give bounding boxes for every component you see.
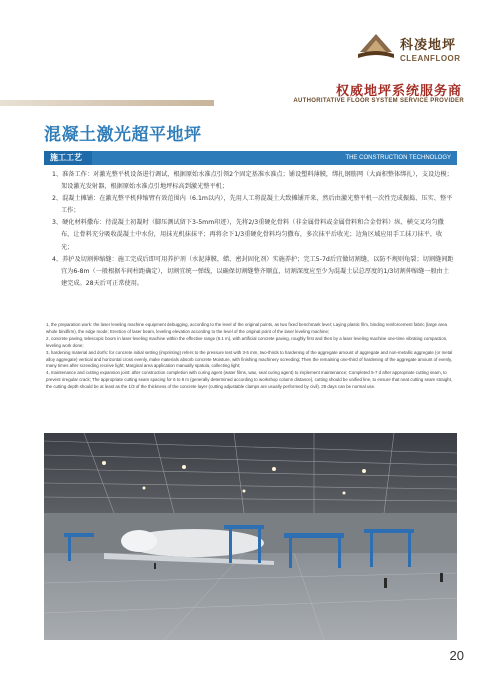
- step-en: 4, maintenance and cutting expansion joint: after construction completion with curing agent (water films, wax, seal curing agent) to implement maintenance; Completed 5-7 d after appropriate cutting seam, to prevent irregular crack; The appropriate cutting seam spacing for 6 to 8 m (generally determined according to workshop column distance), cutting should be unified line, to ensure that neat cutting seam straight, the cutting depth should be at least as the 1/3 of the thickness of the concrete layer (cutting adjustable clamps are usually performed by civil). 28 days can be normal use.: [46, 370, 453, 390]
- section-header: [44, 151, 457, 165]
- section-title-cn: 施工工艺: [44, 151, 92, 165]
- step-cn: 1、准备工作：对激光整平机设备进行调试，根据原始水准点引领2个固定基准水准点；铺设塑料薄膜，绑扎钢筋网（大面积整体绑扎），支设边模；架设激光发射器，根据原始水准点引地坪标高到激光整平机；: [52, 171, 453, 191]
- hangar-floor-photo: [44, 433, 457, 640]
- construction-steps-cn: [52, 169, 454, 290]
- brand-name-en: CLEANFLOOR: [400, 54, 461, 63]
- cleanfloor-logo-icon: [356, 30, 396, 62]
- step-en: 3, hardening material and dorfs: for concrete initial setting (imprinting) refers to the pressure test with 3-5 mm, two-thirds to hardening of the aggregate amount of aggregate and non-metallic aggregate (or metal alloy aggregate) vertical and horizontal cross evenly, make materials absorb concrete Moisture, with finishing machinery screeding; Then the remaining one-third of hardening of the aggregate amount of evenly, many times after screeding receive light; Marginal area application manually spatula, collecting light;: [46, 349, 453, 369]
- step-cn: 3、硬化材料撒布：待混凝土初凝时（脚压测试留下3-5mm印迹），先将2/3重硬化骨料（非金属骨料或金属骨料和合金骨料）纵、横交叉均匀撒布，让骨料充分吸收混凝土中水份，用抹光机抹抹平；再将余下1/3重硬化骨料均匀撒布，多次抹平后收光；边角区域应用手工抹刀抹平，收光；: [52, 219, 444, 251]
- section-title-en: THE CONSTRUCTION TECHNOLOGY: [345, 155, 451, 161]
- step-en: 1, the preparation work: the laser leveling machine equipment debugging, according to the level of the original points, as two fixed benchmark level; Laying plastic film, binding reinforcement fabric (large area whole bindfirm), the edge mode; Erection of laser beam, leveling elevation according to the level of the original point of the laser leveling machine;: [46, 322, 447, 334]
- step-en: 2, concrete paving, telescopic boom in laser leveling machine within the effective range (6.1 m), with artificial concrete paving, roughly first and then by a laser leveling machine one-time vibrating compaction, leveling work done;: [46, 335, 448, 348]
- step-cn: 2、混凝土摊铺：在激光整平机伸缩臂有效范围内（6.1m以内），先用人工将混凝土大致摊铺开来，然后由激光整平机一次性完成振捣、压实、整平工作；: [52, 195, 453, 215]
- authority-band: [0, 98, 500, 108]
- authority-line: AUTHORITATIVE FLOOR SYSTEM SERVICE PROVIDER: [293, 98, 464, 104]
- brand-slogan: 权威地坪系统服务商: [335, 84, 462, 99]
- construction-steps-en: [46, 322, 456, 391]
- page-title: 混凝土激光超平地坪: [44, 125, 202, 145]
- decorative-gradient-bar: [0, 100, 214, 106]
- brand-logo: [356, 26, 468, 76]
- page-number: 20: [449, 648, 464, 663]
- step-cn: 4、养护及切割伸缩缝：施工完成后即可用养护剂（水泥薄膜、蜡、密封固化剂）实施养护；完工5-7d后宜做切割缝，以防不规则龟裂；切割缝间距宜为6-8m（一般根据车间柱距确定），切割宜统一弹线，以确保切割缝整齐顺直，切割深度应至少为混凝土层总厚度的1/3切割伸缩缝一般由土建完成。28天后可正常使用。: [52, 255, 454, 287]
- brand-name-cn: 科凌地坪: [400, 38, 457, 53]
